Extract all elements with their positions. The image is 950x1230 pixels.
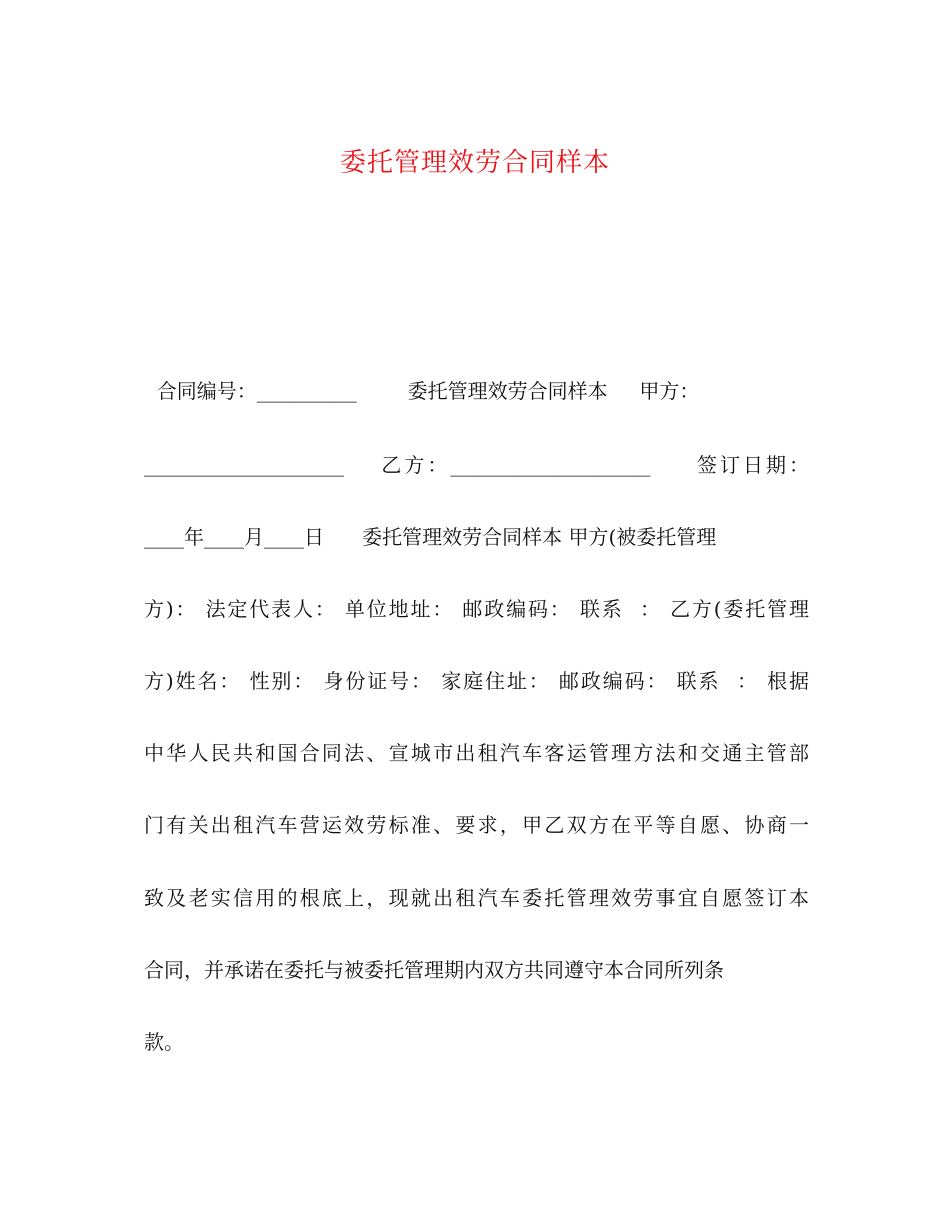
body-line-8: 致及老实信用的根底上，现就出租汽车委托管理效劳事宜自愿签订本 [144,886,809,910]
body-line-3: ____年____月____日 委托管理效劳合同样本 甲方(被委托管理 [144,525,717,549]
document-title: 委托管理效劳合同样本 [339,148,610,178]
body-line-5: 方)姓名： 性别： 身份证号： 家庭住址： 邮政编码： 联系 ： 根据 [144,669,809,693]
body-line-10: 款。 [144,1030,184,1054]
body-line-2: ____________________ 乙方：____________________ 签订日期： [144,453,809,477]
body-line-7: 门有关出租汽车营运效劳标准、要求，甲乙双方在平等自愿、协商一 [144,813,809,837]
body-line-9: 合同，并承诺在委托与被委托管理期内双方共同遵守本合同所列条 [144,958,724,982]
body-line-1: 合同编号：__________ 委托管理效劳合同样本 甲方： [144,379,700,403]
body-line-6: 中华人民共和国合同法、宣城市出租汽车客运管理方法和交通主管部 [144,741,809,765]
body-line-4: 方)： 法定代表人： 单位地址： 邮政编码： 联系 ： 乙方(委托管理 [144,597,809,621]
